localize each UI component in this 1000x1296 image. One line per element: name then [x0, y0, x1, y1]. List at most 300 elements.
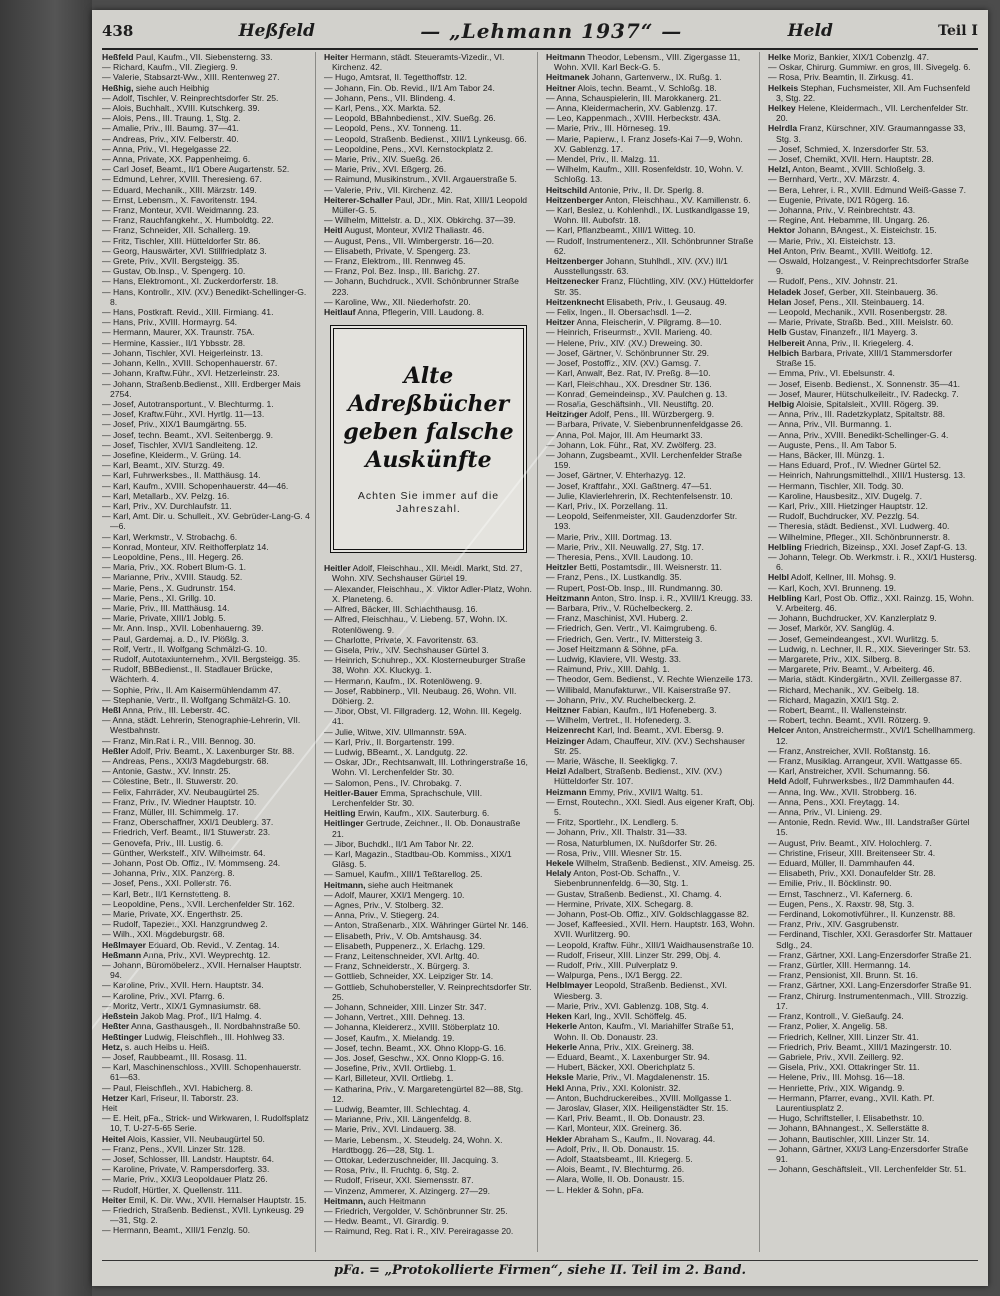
directory-entry: — Ernst, Routechn., XXI. Siedl. Aus eigener Kraft, Obj. 5. — [546, 796, 755, 818]
directory-entry: — Ottokar, Lederzuschneider, III. Jacquing. 3. — [324, 1155, 499, 1166]
directory-entry: — Josefine, Kleiderm., V. Grüng. 14. — [102, 449, 242, 460]
directory-entry: — Johann, Büromöbelerz., XVII. Hernalser Hauptstr. 94. — [102, 960, 302, 981]
directory-entry: Helbling Friedrich, Bizeinsp., XXI. Josef Zapf-G. 13. — [768, 541, 968, 552]
directory-entry: — Gottlieb, Schneider, XX. Leipziger Str. 14. — [324, 971, 494, 982]
column-2 — [324, 52, 538, 1252]
directory-entry: — Karoline, Hausbesitz., XIV. Dugelg. 7. — [768, 490, 922, 501]
column-3 — [546, 52, 760, 1252]
directory-entry: — Franz, Leitenschneider, XVI. Arltg. 40. — [324, 951, 480, 961]
directory-entry: — Karl, Koch, XVI. Brunneng. 19. — [768, 582, 897, 593]
directory-entry: — Hermann, Tischler, XII. Todg. 30. — [768, 480, 904, 491]
directory-entry: — Rosa, Priv., VIII. Wiesner Str. 15. — [546, 847, 682, 858]
directory-entry: — Leopold, Kraftw. Führ., XIII/1 Waidhausenstraße 10. — [546, 939, 754, 950]
directory-entry: Heitner Alois, techn. Beamt., V. Schloßg. 18. — [546, 82, 717, 93]
directory-entry: — Johann, Zugsbeamt., XVII. Lerchenfelder Straße 159. — [546, 449, 742, 471]
directory-entry: — Ernst, Taschnerz., VI. Kafernerg. 6. — [768, 888, 913, 899]
part-label: Teil I — [938, 23, 978, 39]
directory-entry: — Franz, Gärtner, XXI. Lang-Enzersdorfer Straße 21. — [768, 949, 972, 960]
first-catchword: Heßfeld — [238, 21, 315, 41]
directory-entry: — Karl, Anstreicher, XVII. Schumanng. 56. — [768, 766, 930, 777]
directory-entry: — Franz, Monteur, XVII. Weidmanng. 23. — [102, 205, 259, 216]
directory-entry: — Franz, Musiklag. Arrangeur, XVII. Wattgasse 65. — [768, 756, 963, 767]
directory-entry: Hel Anton, Priv. Beamt., XVIII. Weitlofg. 12. — [768, 245, 933, 256]
directory-entry: — Heinrich, Schuhrep., XX. Klosterneuburger Straße 38, Wohn. XX. Kluckyg. 1. — [324, 655, 526, 676]
directory-entry: — Maria, städt. Kindergärtn., XVII. Zeillergasse 87. — [768, 674, 962, 685]
directory-entry: Heßtinger Ludwig, Fleischfleh., III. Hohlweg 33. — [102, 1031, 285, 1042]
column-1 — [102, 52, 316, 1252]
directory-entry: — Richard, Mechanik., XV. Geibelg. 18. — [768, 684, 920, 695]
directory-entry: — Karl, Magazin., Stadtbau-Ob. Kommiss., XIX/1 Gläsg. 5. — [324, 848, 512, 870]
directory-entry: — Oswald, Holzangest., V. Reinprechtsdorfer Straße 9. — [768, 256, 969, 277]
directory-entry: — Hans Eduard, Prof., IV. Wiedner Gürtel 52. — [768, 460, 942, 471]
directory-entry: Heßl Anna, Priv., III. Leberstr. 4C. — [102, 705, 230, 715]
directory-entry: — Marianne, Priv., XVIII. Staudg. 52. — [102, 572, 243, 583]
directory-entry: — Friedrich, Priv. Beamt., XIII/1 Mazingerstr. 10. — [768, 1041, 952, 1052]
directory-entry: Heladek Josef, Gerber, XII. Steinbauerg. 36. — [768, 286, 939, 297]
directory-entry: — Anna, städt. Lehrerin, Stenographie-Lehrerin, VII. Westbahnstr. — [102, 715, 301, 736]
directory-entry: Heiter Emil, K. Dir. Ww., XVII. Hernalser Hauptstr. 15. — [102, 1194, 307, 1205]
directory-entry: — Johanna, Kleidererz., XVIII. Stöberplatz 10. — [324, 1022, 500, 1033]
directory-entry: — Moritz, Vertr., XIX/1 Gymnasiumstr. 68. — [102, 1000, 262, 1011]
directory-entry: — Karl, Priv. Beamt., II. Ob. Donaustr. 23. — [546, 1113, 705, 1124]
directory-entry: — Andreas, Priv., XIV. Felberstr. 40. — [102, 133, 239, 144]
directory-entry: — Marie, Private, XX. Engerthstr. 25. — [102, 909, 243, 920]
directory-entry: — Wilhelmine, Pfleger., XII. Schönbrunnerstr. 8. — [768, 531, 950, 542]
directory-entry: Heitzner Fabian, Kaufm., II/1 Hofeneberg. 3. — [546, 705, 717, 715]
directory-entry: Helbereit Anna, Priv., II. Kriegelerg. 4. — [768, 337, 914, 348]
directory-entry: — Wilhelm, Mittelstr. a. D., XIX. Obkirchg. 37—39. — [324, 215, 516, 226]
directory-entry: Heßhig, siehe auch Heibhig — [102, 82, 210, 93]
directory-entry: — Leo, Kappenmach., XVIII. Herbeckstr. 43A. — [546, 113, 721, 124]
directory-entry: — Marie, Priv., XI. Eisteichstr. 13. — [768, 235, 896, 246]
directory-entry: — Rudolf, Buchdrucker, XV. Pezzlg. 54. — [768, 511, 920, 522]
directory-entry: — Grete, Priv., XVII. Bergsteigg. 35. — [102, 256, 240, 267]
directory-entry: — Marie, Priv., III. Hörneseg. 19. — [546, 123, 671, 134]
directory-entry: — Barbara, Priv., V. Rüchelbeckerg. 2. — [546, 602, 693, 613]
directory-entry: — Paul, Gardemaj. a. D., IV. Plößlg. 3. — [102, 633, 249, 644]
directory-entry: Helke Moriz, Bankier, XIX/1 Cobenzlg. 47. — [768, 52, 929, 62]
directory-entry: — Elisabeth, Priv., V. Ob. Amtshausg. 34. — [324, 930, 482, 941]
directory-entry: — Oskar, Chirurg. Gummiwr. en gros, III. Sivegelg. 6. — [768, 62, 971, 73]
directory-entry: — Konrad, Monteur, XIV. Reithofferplatz 14. — [102, 541, 269, 552]
directory-entry: — Ferdinand, Tischler, XXI. Gerasdorfer Str. Mattauer Sdlg., 24. — [768, 929, 973, 950]
directory-entry: — Adolf, Staatsbeamt., III. Kriegerg. 5. — [546, 1153, 693, 1164]
directory-entry: — Karoline, Private, V. Rampersdorferg. 33. — [102, 1164, 270, 1175]
directory-entry: — Adolf, Maurer, XXI/1 Mengerg. 10. — [324, 889, 465, 900]
directory-entry: — Ludwig, BBeamt., X. Landgutg. 22. — [324, 746, 468, 757]
directory-entry: — Rupert, Post-Ob. Insp., III. Rundmanng. 30. — [546, 582, 723, 593]
directory-entry: Heitel Alois, Kassier, VII. Neubaugürtel 50. — [102, 1133, 265, 1144]
directory-entry: — Franz, Priv., IV. Wiedner Hauptstr. 10. — [102, 796, 257, 807]
directory-entry: — Karl, Fuhrwerksbes., II. Matthäusg. 14. — [102, 470, 261, 481]
directory-entry: — Hermann, Kaufm., IX. Rotenlöweng. 9. — [324, 675, 483, 686]
directory-entry: — Franz, Pens., XVII. Linzer Str. 128. — [102, 1143, 246, 1154]
directory-entry: — Franz, Priv., XIV. Gasgrubenstr. — [768, 919, 899, 930]
directory-entry: — Franz, Elektrom., III. Rennweg 45. — [324, 256, 466, 267]
directory-entry: Helkeis Stephan, Fuchsmeister, XII. Am Fuchsenfeld 3, Stg. 22. — [768, 82, 971, 103]
directory-entry: — Josef, Postoffiz., XIV. (XV.) Gamsg. 7. — [546, 358, 701, 369]
directory-entry: — Anna, Priv., XVIII. Benedikt-Schellinger-G. 4. — [768, 429, 949, 440]
directory-entry: — Marie, Priv., XIII. Dortmag. 13. — [546, 531, 672, 542]
directory-entry: — Franz, Anstreicher, XVII. Roßtanstg. 16. — [768, 745, 931, 756]
directory-entry: — Marie, Wäsche, II. Seekligkg. 7. — [546, 756, 678, 767]
directory-entry: — Felix, Fahrräder, XV. Neubaugürtel 25. — [102, 786, 260, 797]
directory-entry: — Anna, Pol. Major, III. Am Heumarkt 33. — [546, 429, 703, 440]
directory-entry: — Leopold, Mechanik., XVII. Rosenbergstr. 28. — [768, 307, 948, 318]
directory-entry: — Karl, Pflanzbeamt., XIII/1 Witteg. 10. — [546, 225, 696, 236]
directory-entry: — Friedrich, Kellner, XIII. Linzer Str. 41. — [768, 1031, 919, 1042]
directory-entry: — Ludwig, Beamter, III. Schlechtag. 4. — [324, 1104, 471, 1115]
directory-entry: — Franz, Müller, III. Schimmelg. 17. — [102, 807, 239, 818]
directory-entry: — August, Pens., VII. Wimbergerstr. 16—20. — [324, 235, 495, 246]
directory-entry: Helblmayer Leopold, Straßenb. Bedienst., XVI. Wiesberg. 3. — [546, 980, 728, 1001]
directory-entry: — Leopoldine, Pens., XVII. Lerchenfelder Str. 162. — [102, 898, 295, 909]
directory-entry: — Fritz, Tischler, XIII. Hütteldorfer Str. 86. — [102, 235, 261, 246]
directory-entry: — Marie, Private, Straßb. Bed., XIII. Meislstr. 60. — [768, 317, 954, 328]
directory-entry: — Josef, Kaffeesied., XVII. Hern. Hauptstr. 163, Wohn. XVII. Wurlitzerg. 90. — [546, 919, 755, 940]
directory-entry: Heßter Anna, Gasthausgeh., II. Nordbahnstraße 50. — [102, 1021, 301, 1032]
directory-entry: — Alfred, Fleischhau., V. Liebeng. 57, Wohn. IX. Rotenlöweng. 9. — [324, 614, 508, 635]
directory-entry: Heiterer-Schaller Paul, JDr., Min. Rat, XIII/1 Leopold Müller-G. 5. — [324, 194, 528, 216]
directory-entry: Heitzenberger Johann, Stuhlhdl., XIV. (XV.) II/1 Ausstellungsstr. 63. — [546, 256, 728, 277]
directory-entry: — Alois, Buchhalt., XVIII. Kutschkerg. 39. — [102, 103, 260, 114]
directory-entry: — Maria, Priv., XX. Robert Blum-G. 1. — [102, 562, 247, 573]
directory-entry: — Hans, Kontrollr., XIV. (XV.) Benedikt-Schellinger-G. 8. — [102, 286, 307, 307]
directory-entry: — Johanna, Priv., V. Reinbrechtstr. 43. — [768, 205, 916, 216]
directory-entry: — Johann, Buchdrucker, XV. Kanzlerplatz 9. — [768, 613, 937, 624]
directory-entry: — Friedrich, Verf. Beamt., II/1 Stuwerstr. 23. — [102, 827, 271, 838]
directory-entry: Heßstein Jakob Mag. Prof., II/1 Halmg. 4. — [102, 1011, 262, 1022]
directory-entry: — Rosalia, Geschäftsinh., VII. Neustiftg. 20. — [546, 398, 714, 409]
directory-entry: — Karl, Pens., XX. Markta. 52. — [324, 103, 442, 114]
directory-entry: — Hans, Priv., XVIII. Hormayrg. 54. — [102, 317, 237, 328]
directory-entry: — Karl, Billeteur, XVII. Ortliebg. 1. — [324, 1073, 454, 1084]
directory-entry: — Karl, Beslez, u. Kohlenhdl., IX. Lustkandlgasse 19, Wohn. III. Aubofstr. 18. — [546, 205, 750, 226]
directory-entry: — Alara, Wolle, II. Ob. Donaustr. 15. — [546, 1174, 685, 1185]
directory-entry: — Karoline, Priv., XVII. Hern. Hauptstr. 34. — [102, 980, 264, 991]
directory-entry: — Anna, Priv., V. Stiegerg. 24. — [324, 910, 440, 921]
directory-entry: — Stephanie, Vertr., II. Wolfgang Schmälzl-G. 10. — [102, 694, 291, 705]
directory-entry: — August, Priv. Beamt., XIV. Holochlerg. 7. — [768, 837, 932, 848]
film-margin — [0, 0, 92, 1296]
directory-entry: — Karl, Priv., XIII. Hietzinger Hauptstr. 12. — [768, 500, 928, 511]
directory-entry: — Carl Josef, Beamt., II/1 Obere Augartenstr. 52. — [102, 164, 290, 175]
directory-entry: — Karl, Monteur, XIX. Greinerg. 36. — [546, 1123, 682, 1134]
directory-entry: — Gisela, Priv., XIV. Sechshauser Gürtel 3. — [324, 644, 489, 655]
directory-entry: — Josef, Chemikt, XVII. Hern. Hauptstr. 28. — [768, 154, 934, 165]
directory-entry: Heitzinger Adolf, Pens., III. Würzbergerg. 9. — [546, 409, 715, 420]
directory-entry: — Karl, Beamt., XIV. Sturzg. 49. — [102, 460, 225, 471]
directory-entry: — Bernhard, Vertr., XV. Märzstr. 4. — [768, 174, 900, 185]
directory-entry: — Franz, Oberschaffner, XXI/1 Deublerg. 37. — [102, 817, 274, 828]
directory-entry: — Wilhelm, Kaufm., XIII. Rosenfeldstr. 10, Wohn. V. Schloßg. 13. — [546, 164, 744, 185]
directory-entry: — Oskar, JDr., Rechtsanwalt, III. Lothringerstraße 16, Wohn. VI. Lerchenfelder Str. 30. — [324, 757, 528, 778]
directory-entry: Hekerle Anton, Kaufm., VI. Mariahilfer Straße 51, Wohn. II. Ob. Donaustr. 23. — [546, 1021, 734, 1042]
directory-entry: Heitler Adolf, Fleischhau., XII. Meidl. Markt, Std. 27, Wohn. XIV. Sechshauser Gürtel 19. — [324, 563, 523, 584]
directory-entry: — Franz, Chirurg. Instrumentenmach., VIII. Strozzig. 17. — [768, 990, 969, 1011]
directory-entry: — Marie, Pens., X. Gudrunstr. 154. — [102, 582, 236, 593]
directory-entry: — Mr. Ann. Insp., XVII. Lobenhauerng. 39. — [102, 623, 264, 634]
directory-entry: — Raimund, Musikinstrum., XVII. Argauerstraße 5. — [324, 174, 517, 185]
directory-entry: — Ferdinand, Lokomotivführer., II. Kunzenstr. 88. — [768, 909, 956, 920]
directory-entry: — Johann, Priv., XII. Thalstr. 31—33. — [546, 827, 688, 838]
directory-entry: — Ludwig, Klaviere, VII. Westg. 33. — [546, 653, 682, 664]
directory-entry: — Karl, Werkmstr., V. Strobachg. 6. — [102, 531, 238, 542]
directory-entry: — Fritz, Sportlehr., IX. Lendlerg. 5. — [546, 817, 679, 828]
directory-entry: — Leopoldine, Pens., XVI. Kernstockplatz 2. — [324, 143, 494, 154]
directory-entry: — Eduard, Müller, II. Dammhaufen 44. — [768, 858, 915, 869]
directory-entry: — Rosa, Naturblumen, IX. Nußdorfer Str. 26. — [546, 837, 717, 848]
directory-entry: — Karl, Priv., IX. Porzellang. 11. — [546, 500, 668, 511]
directory-entry: — Walpurga, Pens., IX/1 Bergg. 22. — [546, 970, 683, 981]
directory-entry: Held Adolf, Fuhrwerksbes., II/2 Dammhaufen 44. — [768, 776, 955, 787]
directory-entry: — Eduard, Beamt., X. Laxenburger Str. 94. — [546, 1051, 710, 1062]
directory-entry: Heitmann, siehe auch Heitmanek — [324, 879, 453, 890]
directory-entry: — Emilie, Priv., II. Böcklinstr. 90. — [768, 878, 892, 889]
directory-entry: — Anna, Private, XX. Pappenheimg. 6. — [102, 154, 251, 165]
directory-entry: — Elisabeth, Priv., XXI. Donaufelder Str. 28. — [768, 868, 936, 879]
directory-entry: — Eugen, Pens., X. Raxstr. 98, Stg. 3. — [768, 898, 915, 909]
footer-note: pFa. = „Protokollierte Firmen“, siehe II. Teil im 2. Band. — [102, 1260, 978, 1281]
directory-entry: Heken Karl, Ing., XVII. Schöffelg. 45. — [546, 1011, 687, 1022]
directory-entry: Helbl Adolf, Kellner, III. Mohsg. 9. — [768, 572, 897, 583]
directory-entry: — Heinrich, Friseurmstr., XVII. Marieng. 40. — [546, 327, 713, 338]
directory-entry: — Marie, Priv., XVI. Gablenzg. 108, Stg. 4. — [546, 1000, 709, 1011]
directory-entry: Heizenrecht Karl, Ind. Beamt., XVI. Ebersg. 9. — [546, 725, 724, 736]
directory-entry: — Rudolf, Friseur, XXI. Siemensstr. 87. — [324, 1175, 474, 1186]
directory-entry: Heitzenknecht Elisabeth, Priv., I. Geusaug. 49. — [546, 296, 727, 307]
directory-entry: — Anton, Buchdruckereibes., XVIII. Mollgasse 1. — [546, 1092, 732, 1103]
directory-entry: Heßler Adolf, Priv. Beamt., X. Laxenburger Str. 88. — [102, 745, 295, 756]
directory-entry: — Rolf, Vertr., II. Wolfgang Schmälzl-G. 10. — [102, 643, 268, 654]
directory-entry: — Adolf, Priv., II. Ob. Donaustr. 15. — [546, 1143, 680, 1154]
directory-entry: — Marie, Lebensm., X. Steudelg. 24, Wohn. X. Hardtbogg. 26—28, Stg. 1. — [324, 1134, 503, 1155]
directory-entry: — Margarete, Priv., XIX. Silberg. 8. — [768, 653, 902, 664]
directory-entry: — Hans, Elektromont., XI. Zuckerdorferstr. 18. — [102, 276, 279, 287]
directory-entry: — Josef, Kaufm., X. Mielandg. 19. — [324, 1032, 455, 1043]
directory-entry: — Hans, Postkraft. Revid., XIII. Firmiang. 41. — [102, 307, 274, 318]
advertisement-box — [330, 325, 527, 553]
header-rule — [102, 48, 978, 50]
directory-entry: — Barbara, Private, V. Siebenbrunnenfeldgasse 26. — [546, 419, 743, 430]
directory-entry: — Heinrich, Nahrungsmittelhdl., XIII/1 Hustersg. 13. — [768, 470, 966, 481]
directory-entry: — Josef, techn. Beamt., XX. Ohno Klopp-G. 16. — [324, 1042, 506, 1053]
directory-entry: — Marie, Priv., XIV. Sueßg. 26. — [324, 154, 443, 165]
directory-entry: — Johann, Geschäftsleit., VII. Lerchenfelder Str. 51. — [768, 1164, 967, 1175]
directory-entry: — Rudolf, Tapezier., XXI. Hanzgrundweg 2. — [102, 919, 268, 930]
directory-entry: Heitler-Bauer Emma, Sprachschule, VIII. Lerchenfelder Str. 30. — [324, 787, 483, 808]
directory-entry: — Rudolf, Autotaxiunternehm., XVII. Bergsteigg. 35. — [102, 653, 301, 664]
directory-entry: — Franz, Gürtler, XIII. Hermanng. 14. — [768, 960, 911, 971]
directory-entry: Heit — [102, 1102, 118, 1113]
directory-entry: — Johann, Gärtner, XXI/3 Lang-Enzersdorfer Straße 91. — [768, 1143, 969, 1164]
directory-entry: — Eugenie, Private, IX/1 Rögerg. 16. — [768, 194, 910, 205]
directory-entry: — Johann, BAhnangest., X. Sellerstätte 8. — [768, 1123, 929, 1134]
directory-entry: — Jibor, Obst, VI. Fillgraderg. 12, Wohn. III. Kegelg. 41. — [324, 706, 522, 727]
directory-entry: Hekerle Anna, Priv., XIX. Greinerg. 38. — [546, 1041, 694, 1052]
directory-entry: — Johann, Fin. Ob. Revid., II/1 Am Tabor 24. — [324, 82, 495, 93]
directory-entry: — Hugo, Amtsrat, II. Tegetthoffstr. 12. — [324, 72, 467, 83]
directory-entry: — Wilhelm, Vertret., II. Hofenederg. 3. — [546, 715, 692, 726]
directory-entry: Hekl Anna, Priv., XXI. Kolonistr. 32. — [546, 1082, 681, 1093]
directory-entry: — Rudolf, Instrumentenerz., XII. Schönbrunner Straße 62. — [546, 235, 754, 256]
directory-entry: — Johann, Lok. Führ., Rat, XV. Zwölferg. 23. — [546, 439, 717, 450]
directory-entry: — Marie, Pens., XI. Grillg. 10. — [102, 592, 216, 603]
directory-entry: — Auguste, Pens., II. Am Tabor 5. — [768, 439, 897, 450]
directory-entry: — Cölestine, Betr., II. Stuwerstr. 20. — [102, 776, 239, 787]
directory-entry: — Josef, techn. Beamt., XVI. Seitenbergg. 9. — [102, 429, 274, 440]
directory-entry: — Rudolf, Hürtler, X. Quellenstr. 111. — [102, 1184, 243, 1195]
directory-entry: — Marianne, Priv., XII. Längenfeldg. 8. — [324, 1114, 472, 1125]
directory-entry: — Valerie, Priv., VII. Kirchenz. 42. — [324, 184, 453, 195]
directory-entry: — Anna, Kleidermacherin, XV. Gablenzg. 17. — [546, 103, 718, 114]
directory-entry: — Josef, Raubbeamt., III. Rosasg. 11. — [102, 1051, 248, 1062]
directory-entry: Helrdla Franz, Kürschner, XIV. Graumanngasse 33, Stg. 3. — [768, 123, 966, 144]
directory-entry: — Gisela, Priv., XXI. Ottakringer Str. 11. — [768, 1062, 920, 1073]
directory-entry: — Josef, Autotransportunt., V. Blechturmg. 1. — [102, 398, 274, 409]
directory-entry: Heizmann Emmy, Priv., XVII/1 Waltg. 51. — [546, 786, 703, 797]
directory-entry: — Johann, Vertret., XIII. Dehneg. 13. — [324, 1012, 465, 1023]
directory-entry: — Emma, Priv., VI. Ebelsunstr. 4. — [768, 368, 895, 379]
advertisement-headline: Alte Adreßbücher geben falsche Auskünfte — [343, 363, 514, 474]
directory-entry: — Jibor, Buchdkl., II/1 Am Tabor Nr. 22. — [324, 838, 474, 849]
directory-entry: — Anna, Priv., VI. Linieng. 29. — [768, 807, 883, 818]
directory-entry: — Elisabeth, Puppenerz., X. Erlachg. 129. — [324, 940, 485, 951]
directory-entry: — Johann, Post Ob. Offiz., IV. Mommseng. 24. — [102, 858, 281, 869]
directory-entry: — Hans, Bäcker, III. Münzg. 1. — [768, 449, 885, 460]
directory-entry: — Rudolf, Pens., XIV. Johnstr. 21. — [768, 276, 898, 287]
directory-entry: — E. Heit, pFa., Strick- und Wirkwaren, I. Rudolfsplatz 10, T. U-27-5-65 Serie. — [102, 1113, 309, 1134]
entry-columns — [102, 52, 982, 1252]
directory-entry: — Rudolf, BBBedienst., II. Stadlauer Brücke, Wächterh. 4. — [102, 664, 273, 685]
directory-entry: — Ludwig, n. Lechner, II. R., XIX. Sieveringer Str. 53. — [768, 643, 971, 654]
directory-entry: — Hermann, Beamt., XIII/1 Fenzlg. 50. — [102, 1225, 251, 1236]
directory-entry: — Hermine, Private, XIX. Schegarg. 8. — [546, 898, 694, 909]
directory-entry: Heitlauf Anna, Pflegerin, VIII. Laudong. 8. — [324, 307, 485, 318]
directory-entry: — Bera, Lehrer, i. R., XVIII. Edmund Weiß-Gasse 7. — [768, 184, 967, 195]
directory-entry: — Leopold, Pens., XV. Tonneng. 11. — [324, 123, 462, 134]
directory-entry: — Konrad, Gemeindeinsp., XV. Paulchen g. 13. — [546, 388, 728, 399]
directory-entry: — Gustav, Ob.Insp., V. Spengerg. 10. — [102, 266, 246, 277]
directory-entry: Heitlinger Gertrude, Zeichner., II. Ob. Donaustraße 21. — [324, 818, 521, 839]
directory-entry: — Franz, Polier, X. Angelig. 58. — [768, 1021, 888, 1032]
directory-entry: — Josef, Rabbinerp., VII. Neubaug. 26, Wohn. VII. Döblerg. 2. — [324, 685, 517, 706]
directory-entry: — Franz, Maschinist, XVI. Huberg. 2. — [546, 613, 688, 624]
directory-entry: — Karl, Kaufm., XVIII. Schopenhauerstr. 44—46. — [102, 480, 289, 491]
directory-entry: — Josef, Pens., XXI. Pollerstr. 76. — [102, 878, 232, 889]
directory-page — [92, 10, 988, 1286]
directory-entry: — Alois, Pens., III. Traung. 1, Stg. 2. — [102, 113, 241, 124]
directory-entry: — Franz, Pens., IX. Lustkandlg. 35. — [546, 572, 682, 583]
directory-entry: Heitzmann Anton, Stro. Insp. i. R., XVIII/1 Kreugg. 33. — [546, 592, 753, 603]
directory-entry: — Anna, Schauspielerin, III. Marokkanerg. 21. — [546, 92, 722, 103]
directory-entry: — Johann, Telegr. Ob. Werkmstr. i. R., XXI/1 Hustersg. 6. — [768, 551, 977, 573]
directory-entry: — Franz, Schneider, XII. Schallerg. 19. — [102, 225, 251, 236]
directory-entry: — Gabriele, Priv., XVII. Zeillerg. 92. — [768, 1051, 904, 1062]
directory-entry: — Alfred, Bäcker, III. Schlachthausg. 16. — [324, 604, 478, 615]
directory-entry: — Friedrich, Gen. Vertr., IV. Mittersteig 3. — [546, 633, 703, 644]
directory-entry: — Josef, Markör, XV. Sanglüg. 4. — [768, 623, 895, 634]
directory-entry: — Elisabeth, Private, V. Spengerg. 23. — [324, 245, 471, 256]
directory-entry: Heizl Adalbert, Straßenb. Bedienst., XIV. (XV.) Hütteldorfer Str. 107. — [546, 766, 723, 787]
directory-entry: — Karl, Anwalt, Bez. Rat, IV. Preßg. 8—10. — [546, 368, 711, 379]
directory-entry: — Franz, Pensionist, XII. Brunn. St. 16. — [768, 970, 918, 981]
directory-entry: Heitzler Betti, Postamtsdir., III. Weisnerstr. 11. — [546, 562, 722, 573]
directory-entry: Hekele Wilhelm, Straßenb. Bedienst., XIV. Ameisg. 25. — [546, 858, 755, 869]
directory-entry: — Hubert, Bäcker, XXI. Oberichplatz 5. — [546, 1062, 696, 1073]
directory-entry: — Josef, Kraftfahr., XXI. Gaßtnerg. 47—51. — [546, 480, 712, 491]
directory-entry: — Georg, Hauswärter, XVI. Stillfriedplatz 3. — [102, 245, 267, 256]
directory-entry: — Amalie, Priv., III. Baumg. 37—41. — [102, 123, 239, 134]
directory-entry: — Christine, Friseur, XIII. Breitenseer Str. 4. — [768, 847, 936, 858]
directory-entry: — Franz, Gärtner, XXI. Lang-Enzersdorfer Straße 91. — [768, 980, 972, 991]
directory-entry: Heßlmayer Eduard, Ob. Revid., V. Zentag. 14. — [102, 939, 280, 950]
directory-entry: — Antonie, Gastw., XV. Innstr. 25. — [102, 766, 231, 777]
directory-entry: — Johann, Priv., XV. Ruchelbeckerg. 2. — [546, 694, 696, 705]
directory-entry: Heitschild Antonie, Priv., II. Dr. Sperlg. 8. — [546, 184, 704, 195]
running-head — [102, 16, 978, 46]
publication-title: — „Lehmann 1937“ — — [420, 19, 683, 43]
directory-entry: — Margarete, Priv. Beamt., V. Arbeiterg. 46. — [768, 664, 935, 675]
directory-entry: Heitzenberger Anton, Fleischhau., XV. Kamillenstr. 6. — [546, 194, 751, 205]
directory-entry: — Marie, Priv., XVI. Lindauerg. 38. — [324, 1124, 457, 1135]
directory-entry: — L. Hekler & Sohn, pFa. — [546, 1184, 644, 1195]
directory-entry: Heitmanek Johann, Gartenverw., IX. Rußg. 1. — [546, 72, 722, 83]
directory-entry: — Hugo, Schriftsteller, I. Elisabethstr. 10. — [768, 1113, 925, 1124]
directory-entry: — Henriette, Priv., XIX. Wigandg. 9. — [768, 1082, 905, 1093]
directory-entry: — Marie, Priv., III. Matthäusg. 14. — [102, 602, 230, 613]
directory-entry: — Jaroslav, Glaser, XIX. Heiligenstädter Str. 15. — [546, 1102, 729, 1113]
directory-entry: Heitling Erwin, Kaufm., XIX. Sauterburg. 6. — [324, 808, 490, 819]
directory-entry: — Karoline, Ww., XII. Niederhofstr. 20. — [324, 296, 471, 307]
directory-entry: Helan Josef, Pens., XII. Steinbauerg. 14. — [768, 296, 925, 307]
directory-entry: — Agnes, Priv., V. Stolberg. 32. — [324, 899, 444, 910]
directory-entry: Hetz, s. auch Heibs u. Heiß. — [102, 1041, 210, 1052]
directory-entry: — Samuel, Kaufm., XIII/1 Teßtarellog. 25. — [324, 869, 483, 880]
directory-entry: Hekler Abraham S., Kaufm., II. Novarag. 44. — [546, 1133, 716, 1144]
directory-entry: — Friedrich, Straßenb. Bedienst., XVII. Lynkeusg. 29—31, Stg. 2. — [102, 1204, 304, 1226]
directory-entry: — Theodor, Gem. Bedienst., V. Rechte Wienzeile 173. — [546, 674, 753, 685]
directory-entry: — Marie, Papierw., I. Franz Josefs-Kai 7—9, Wohn. XV. Gablenzg. 17. — [546, 133, 743, 154]
directory-entry: — Johann, Straßenb.Bedienst., XIII. Erdberger Mais 2754. — [102, 378, 301, 399]
directory-entry: Heßmann Anna, Priv., XVI. Weyprechtg. 12. — [102, 949, 271, 960]
directory-entry: — Franz, Pol. Bez. Insp., III. Barichg. 27. — [324, 266, 480, 277]
directory-entry: — Theresia, Pens., XVII. Laudong. 10. — [546, 551, 693, 562]
directory-entry: — Anna, Pens., XXI. Freytagg. 14. — [768, 796, 900, 807]
directory-entry: Helbig Aloisie, Spitalsleit., XVIII. Rögerg. 39. — [768, 398, 939, 409]
directory-entry: — Josefine, Priv., XVII. Ortliebg. 1. — [324, 1063, 457, 1074]
directory-entry: — Friedrich, Vergolder, V. Schönbrunner Str. 25. — [324, 1206, 508, 1217]
directory-entry: — Sophie, Priv., II. Am Kaisermühlendamm 47. — [102, 684, 281, 695]
directory-entry: — Alois, Beamt., IV. Blechturmg. 26. — [546, 1164, 685, 1175]
directory-entry: — Gustav, Straßenb. Bedienst., XI. Chamg. 4. — [546, 888, 722, 899]
directory-entry: — Josef, Maurer, Hütschulkeileitr., IV. Radeckg. 7. — [768, 388, 959, 399]
directory-entry: — Helene, Priv., III. Mohsg. 16—18. — [768, 1072, 905, 1083]
directory-entry: — Josef, Tischler, XVI/1 Sandleiteng. 12. — [102, 439, 258, 450]
directory-entry: Hetzer Karl, Friseur, II. Taborstr. 23. — [102, 1092, 239, 1103]
directory-entry: — Eduard, Mechanik., XIII. Märzstr. 149. — [102, 184, 257, 195]
directory-entry: Heitmann, auch Heitmann — [324, 1195, 426, 1206]
directory-entry: — Rudolf, Friseur, XIII. Linzer Str. 299, Obj. 4. — [546, 949, 721, 960]
directory-entry: — Rosa, Priv. Beamtin, II. Zirkusg. 41. — [768, 72, 914, 83]
directory-entry: Helbich Barbara, Private, XIII/1 Stammersdorfer Straße 15. — [768, 347, 953, 369]
directory-entry: — Katharina, Priv., V. Margaretengürtel 82—88, Stg. 12. — [324, 1083, 524, 1104]
directory-entry: — Helene, Priv., XIV. (XV.) Dreweing. 30. — [546, 337, 703, 348]
directory-entry: — Willibald, Manufakturwr., VII. Kaiserstraße 97. — [546, 684, 731, 695]
directory-entry: — Anna, Ing. Ww., XVII. Strobberg. 16. — [768, 786, 917, 797]
directory-entry: Heitzer Anna, Fleischerin, V. Pilgramg. 8—10. — [546, 317, 722, 328]
directory-entry: — Raimund, Reg. Rat i. R., XIV. Pereiragasse 20. — [324, 1226, 514, 1237]
